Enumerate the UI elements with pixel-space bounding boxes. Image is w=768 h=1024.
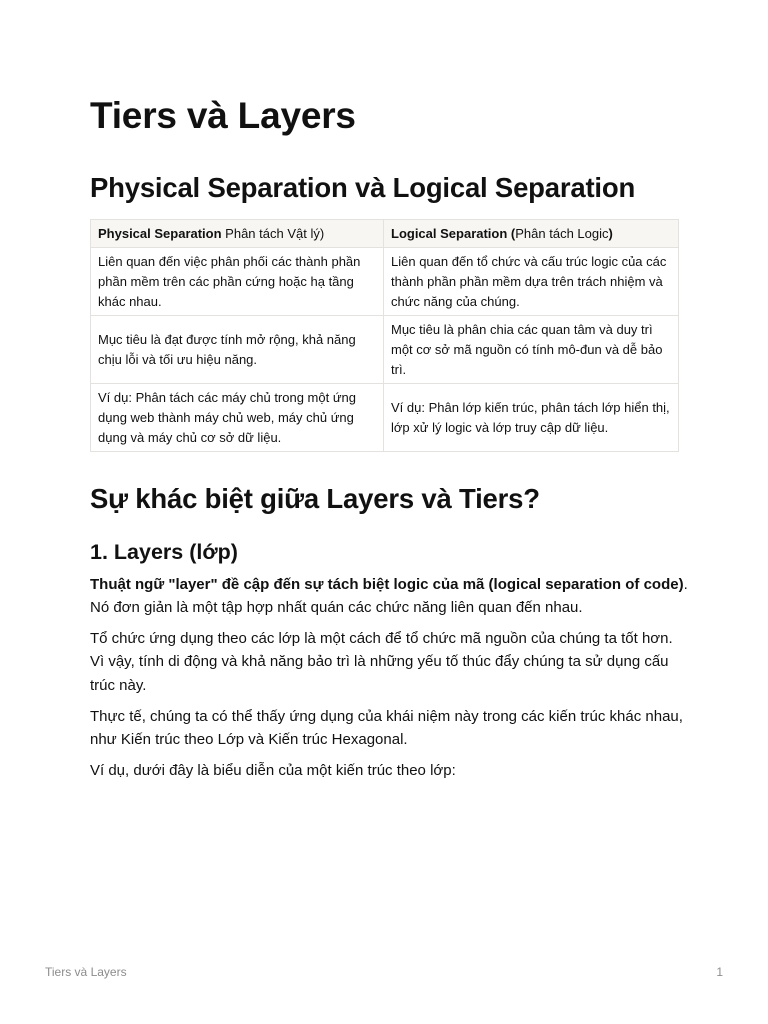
table-row <box>91 384 679 452</box>
header-logical-bold: Logical Separation ( <box>391 225 516 241</box>
layer-definition-bold: Thuật ngữ "layer" đề cập đến sự tách biệt logic của mã (logical separation of code) <box>90 576 684 593</box>
header-physical-bold: Physical Separation <box>98 225 222 241</box>
paragraph-architectures: Thực tế, chúng ta có thể thấy ứng dụng của khái niệm này trong các kiến trúc khác nhau, như Kiến trúc theo Lớp và Kiến trúc Hexagonal. <box>90 708 683 749</box>
table-cell: Mục tiêu là phân chia các quan tâm và duy trì một cơ sở mã nguồn có tính mô-đun và dễ bảo trì. <box>384 316 679 384</box>
layer-definition-rest: . Nó đơn giản là một tập hợp nhất quán các chức năng liên quan đến nhau. <box>90 576 688 617</box>
section-heading-separation: Physical Separation và Logical Separation <box>90 172 636 203</box>
table-header-row <box>91 220 679 248</box>
header-logical-rest: Phân tách Logic <box>515 225 609 241</box>
paragraph-example: Ví dụ, dưới đây là biểu diễn của một kiến trúc theo lớp: <box>90 762 456 779</box>
table-header-physical <box>91 220 384 248</box>
footer-title: Tiers và Layers <box>45 965 127 979</box>
subsection-heading-layers: 1. Layers (lớp) <box>90 540 238 564</box>
page-number: 1 <box>716 965 723 979</box>
table-cell: Ví dụ: Phân tách các máy chủ trong một ứng dụng web thành máy chủ web, máy chủ ứng dụng và máy chủ cơ sở dữ liệu. <box>91 384 384 452</box>
header-logical-bold-end: ) <box>608 225 613 241</box>
table-header-logical <box>384 220 679 248</box>
table-cell: Liên quan đến việc phân phối các thành phần phần mềm trên các phần cứng hoặc hạ tầng khác nhau. <box>91 248 384 316</box>
page-title: Tiers và Layers <box>90 95 356 136</box>
table-row <box>91 316 679 384</box>
table-cell: Mục tiêu là đạt được tính mở rộng, khả năng chịu lỗi và tối ưu hiệu năng. <box>91 316 384 384</box>
table-cell: Ví dụ: Phân lớp kiến trúc, phân tách lớp hiển thị, lớp xử lý logic và lớp truy cập dữ liệu. <box>384 384 679 452</box>
paragraph-organization: Tổ chức ứng dụng theo các lớp là một cách để tổ chức mã nguồn của chúng ta tốt hơn. Vì vậy, tính di động và khả năng bảo trì là những yếu tố thúc đẩy chúng ta sử dụng cấu trúc này. <box>90 630 673 694</box>
comparison-table <box>90 219 679 452</box>
paragraph-layer-definition <box>90 573 690 620</box>
header-physical-rest: Phân tách Vật lý) <box>221 225 325 241</box>
section-heading-difference: Sự khác biệt giữa Layers và Tiers? <box>90 483 540 514</box>
table-row <box>91 248 679 316</box>
table-cell: Liên quan đến tổ chức và cấu trúc logic của các thành phần phần mềm dựa trên trách nhiệm và chức năng của chúng. <box>384 248 679 316</box>
